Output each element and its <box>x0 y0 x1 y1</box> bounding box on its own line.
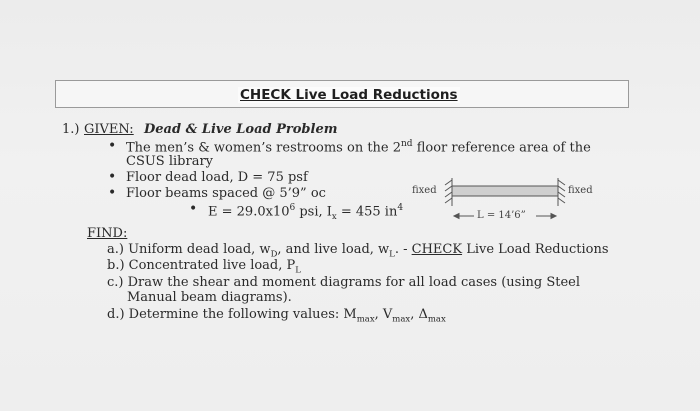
find-item-a: a.) Uniform dead load, $w_D$, and live load, $w_L$. - CHECK Live Load Reductions <box>107 242 609 260</box>
find-item-d: d.) Determine the following values: $M_{max}$, $V_{max}$, $\Delta_{max}$ <box>107 307 446 325</box>
find-item-c-line-2: Manual beam diagrams). <box>127 290 292 305</box>
left-fixed-support-icon <box>445 178 452 206</box>
find-item-b: b.) Concentrated live load, $P_L$ <box>107 258 301 276</box>
given-bullet-1-line-2: CSUS library <box>126 154 214 169</box>
beam-length-label: L = 14’6” <box>477 210 526 221</box>
page-title: CHECK Live Load Reductions <box>240 87 458 103</box>
given-bullet-1-line-1: The men’s & women’s restrooms on the 2nd floor reference area of the <box>126 139 591 156</box>
find-item-c-line-1: c.) Draw the shear and moment diagrams for all load cases (using Steel <box>107 275 580 290</box>
problem-title: Dead & Live Load Problem <box>144 122 338 137</box>
find-label: FIND: <box>87 226 128 241</box>
given-label: GIVEN: <box>84 122 134 137</box>
given-bullet-4: $E = 29.0x10^6$ psi, $I_x = 455$ $in^4$ <box>208 203 404 222</box>
bullet-icon: • <box>189 201 198 217</box>
right-support-label: fixed <box>568 185 593 196</box>
beam-member <box>452 186 558 196</box>
problem-number: 1.) <box>62 122 80 137</box>
left-support-label: fixed <box>412 185 437 196</box>
given-bullet-2: Floor dead load, D = 75 psf <box>126 170 308 185</box>
bullet-icon: • <box>108 169 117 185</box>
given-bullet-3: Floor beams spaced @ 5’9” oc <box>126 186 326 201</box>
bullet-icon: • <box>108 185 117 201</box>
bullet-icon: • <box>108 138 117 154</box>
right-fixed-support-icon <box>558 178 565 206</box>
